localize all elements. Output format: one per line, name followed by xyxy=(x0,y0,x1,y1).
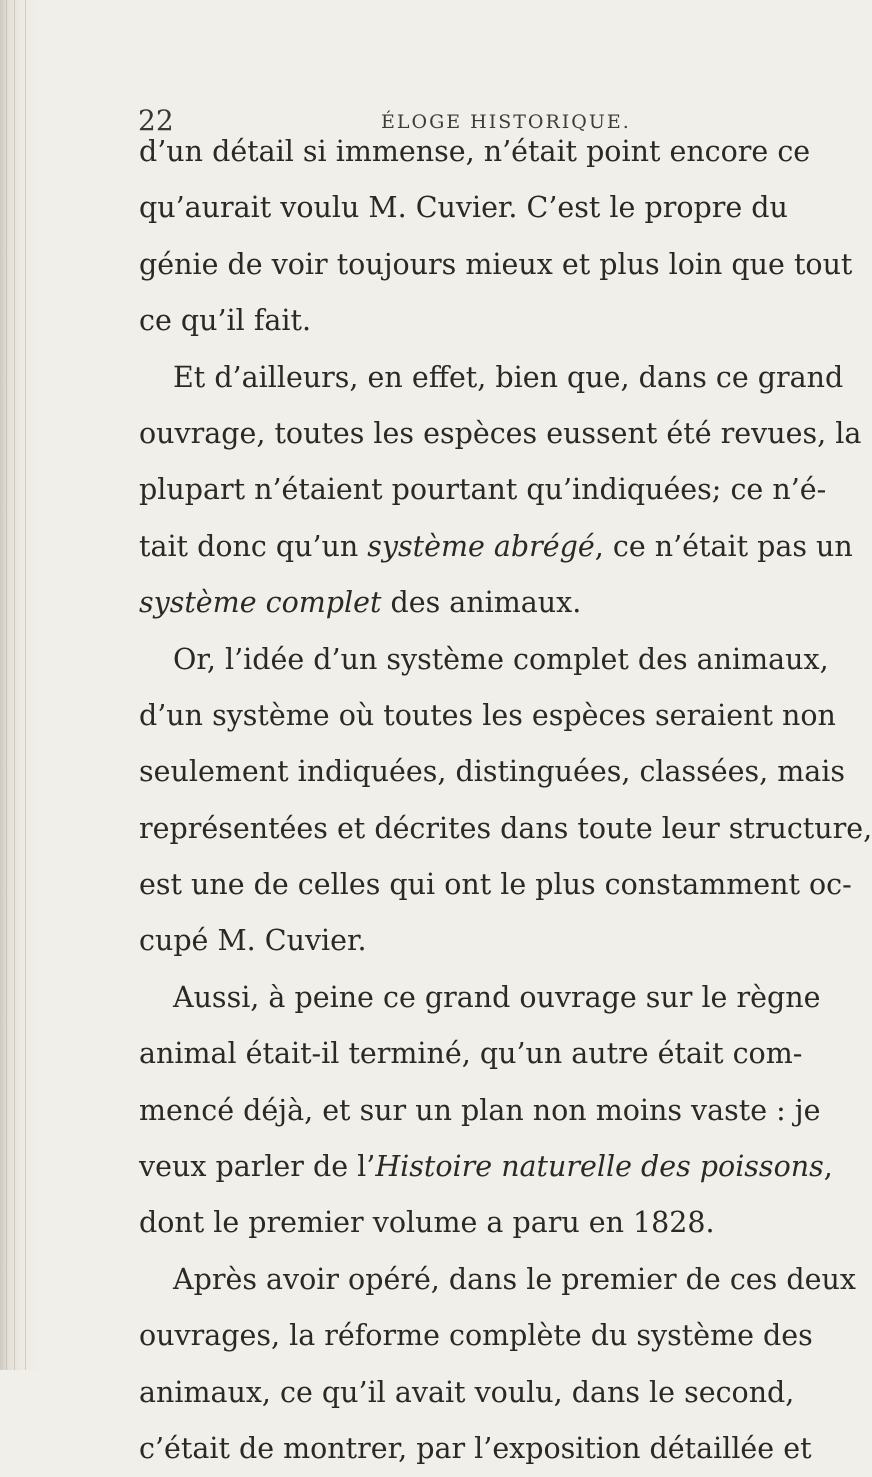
text-line: est une de celles qui ont le plus constamment oc- xyxy=(139,868,852,902)
italic-term: système abrégé xyxy=(367,529,595,563)
text-line: Or, l’idée d’un système complet des animaux, xyxy=(173,642,829,676)
gutter-line xyxy=(25,0,26,1370)
text-line: d’un système où toutes les espèces seraient non xyxy=(139,698,836,732)
text-line: animaux, ce qu’il avait voulu, dans le second, xyxy=(139,1375,795,1409)
text-line: ouvrages, la réforme complète du système des xyxy=(139,1319,813,1353)
page-gutter-shadow xyxy=(0,0,40,1370)
text-line: seulement indiquées, distinguées, classées, mais xyxy=(139,755,846,789)
page-number: 22 xyxy=(138,104,174,137)
text-line: représentées et décrites dans toute leur structure, xyxy=(139,811,872,845)
body-text xyxy=(139,124,872,1477)
text-line: ouvrage, toutes les espèces eussent été revues, la xyxy=(139,416,862,450)
italic-term: système complet xyxy=(139,586,382,620)
text-line: tait donc qu’un système abrégé, ce n’était pas un xyxy=(139,529,853,563)
text-line: animal était-il terminé, qu’un autre était com- xyxy=(139,1037,803,1071)
text-line: cupé M. Cuvier. xyxy=(139,924,367,958)
text-line: d’un détail si immense, n’était point encore ce xyxy=(139,135,811,168)
running-head: ÉLOGE HISTORIQUE. xyxy=(381,111,631,133)
italic-title: Histoire naturelle des poissons xyxy=(375,1150,824,1184)
text-line: ce qu’il fait. xyxy=(139,304,312,338)
text-line: qu’aurait voulu M. Cuvier. C’est le propre du xyxy=(139,191,788,225)
text-line: c’était de montrer, par l’exposition détaillée et xyxy=(139,1431,812,1465)
text-line: Après avoir opéré, dans le premier de ces deux xyxy=(173,1262,856,1296)
text-line: système complet des animaux. xyxy=(139,586,582,620)
gutter-line xyxy=(6,0,7,1370)
text-line: veux parler de l’Histoire naturelle des poissons, xyxy=(139,1150,833,1184)
text-line: Aussi, à peine ce grand ouvrage sur le règne xyxy=(173,980,821,1014)
gutter-line xyxy=(14,0,15,1370)
text-line: Et d’ailleurs, en effet, bien que, dans ce grand xyxy=(173,360,844,394)
text-line: génie de voir toujours mieux et plus loin que tout xyxy=(139,247,853,281)
text-line: plupart n’étaient pourtant qu’indiquées; ce n’é- xyxy=(139,473,827,507)
text-line: dont le premier volume a paru en 1828. xyxy=(139,1206,715,1240)
text-line: mencé déjà, et sur un plan non moins vaste : je xyxy=(139,1093,821,1127)
